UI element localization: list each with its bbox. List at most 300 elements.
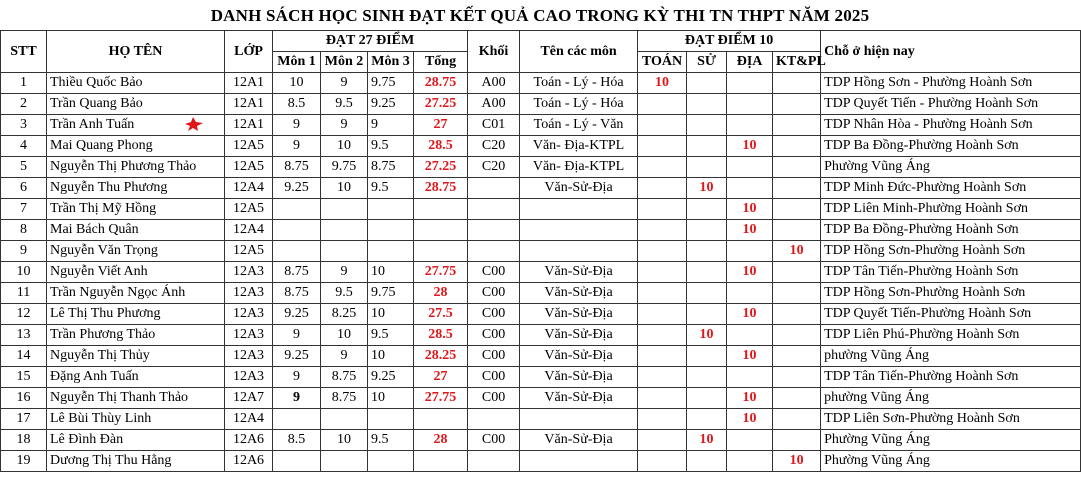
cell-address[interactable]: Phường Vũng Áng: [821, 451, 1081, 472]
header-ho-ten[interactable]: HỌ TÊN: [47, 31, 225, 73]
cell-dia[interactable]: [727, 283, 773, 304]
cell-ktpl[interactable]: [773, 283, 821, 304]
cell-mon2[interactable]: 9.75: [321, 157, 368, 178]
cell-name[interactable]: Mai Quang Phong: [47, 136, 225, 157]
cell-lop[interactable]: 12A3: [225, 262, 273, 283]
cell-toan[interactable]: [638, 430, 687, 451]
table-row[interactable]: [1, 241, 1081, 262]
cell-khoi[interactable]: C00: [468, 346, 520, 367]
cell-ktpl[interactable]: [773, 115, 821, 136]
header-group-27[interactable]: ĐẠT 27 ĐIỂM: [273, 31, 468, 52]
cell-lop[interactable]: 12A3: [225, 367, 273, 388]
header-mon1[interactable]: Môn 1: [273, 52, 321, 73]
cell-name[interactable]: Nguyễn Viết Anh: [47, 262, 225, 283]
cell-tong[interactable]: 27.25: [414, 94, 468, 115]
cell-stt[interactable]: 6: [1, 178, 47, 199]
cell-su[interactable]: [687, 241, 727, 262]
cell-ten-mon[interactable]: Văn-Sử-Địa: [520, 367, 638, 388]
table-row[interactable]: [1, 115, 1081, 136]
cell-tong[interactable]: [414, 451, 468, 472]
cell-mon1[interactable]: 9.25: [273, 346, 321, 367]
cell-su[interactable]: 10: [687, 325, 727, 346]
cell-name[interactable]: Đặng Anh Tuấn: [47, 367, 225, 388]
cell-stt[interactable]: 10: [1, 262, 47, 283]
cell-stt[interactable]: 18: [1, 430, 47, 451]
cell-khoi[interactable]: C01: [468, 115, 520, 136]
cell-ktpl[interactable]: [773, 94, 821, 115]
cell-su[interactable]: [687, 199, 727, 220]
header-group-10[interactable]: ĐẠT ĐIỂM 10: [638, 31, 821, 52]
cell-toan[interactable]: [638, 94, 687, 115]
cell-ten-mon[interactable]: [520, 241, 638, 262]
cell-lop[interactable]: 12A6: [225, 430, 273, 451]
cell-khoi[interactable]: C00: [468, 262, 520, 283]
cell-toan[interactable]: 10: [638, 73, 687, 94]
cell-mon1[interactable]: 8.75: [273, 283, 321, 304]
cell-stt[interactable]: 4: [1, 136, 47, 157]
table-row[interactable]: [1, 283, 1081, 304]
cell-ktpl[interactable]: 10: [773, 451, 821, 472]
cell-tong[interactable]: 27.5: [414, 304, 468, 325]
cell-mon1[interactable]: 9: [273, 136, 321, 157]
cell-ten-mon[interactable]: Văn-Sử-Địa: [520, 430, 638, 451]
cell-tong[interactable]: 27.25: [414, 157, 468, 178]
table-row[interactable]: [1, 73, 1081, 94]
cell-stt[interactable]: 15: [1, 367, 47, 388]
table-row[interactable]: [1, 220, 1081, 241]
cell-dia[interactable]: 10: [727, 346, 773, 367]
cell-mon2[interactable]: 8.75: [321, 367, 368, 388]
cell-name[interactable]: Trần Nguyễn Ngọc Ánh: [47, 283, 225, 304]
cell-mon3[interactable]: [368, 451, 414, 472]
cell-tong[interactable]: [414, 199, 468, 220]
cell-name[interactable]: Lê Bùi Thùy Linh: [47, 409, 225, 430]
cell-ten-mon[interactable]: Văn-Sử-Địa: [520, 325, 638, 346]
table-row[interactable]: [1, 430, 1081, 451]
cell-ten-mon[interactable]: Toán - Lý - Hóa: [520, 94, 638, 115]
cell-lop[interactable]: 12A1: [225, 94, 273, 115]
cell-mon2[interactable]: 10: [321, 136, 368, 157]
cell-toan[interactable]: [638, 304, 687, 325]
cell-mon2[interactable]: 9.5: [321, 94, 368, 115]
cell-mon1[interactable]: [273, 451, 321, 472]
cell-stt[interactable]: 1: [1, 73, 47, 94]
cell-khoi[interactable]: C20: [468, 136, 520, 157]
cell-address[interactable]: Phường Vũng Áng: [821, 430, 1081, 451]
cell-mon3[interactable]: 9.5: [368, 430, 414, 451]
cell-stt[interactable]: 8: [1, 220, 47, 241]
table-row[interactable]: [1, 409, 1081, 430]
cell-dia[interactable]: [727, 94, 773, 115]
cell-tong[interactable]: [414, 409, 468, 430]
cell-name[interactable]: Nguyễn Thu Phương: [47, 178, 225, 199]
cell-mon1[interactable]: 9.25: [273, 178, 321, 199]
cell-address[interactable]: TDP Liên Phú-Phường Hoành Sơn: [821, 325, 1081, 346]
cell-mon2[interactable]: 10: [321, 325, 368, 346]
cell-ktpl[interactable]: [773, 325, 821, 346]
cell-ktpl[interactable]: [773, 367, 821, 388]
cell-address[interactable]: Phường Vũng Áng: [821, 157, 1081, 178]
cell-ten-mon[interactable]: [520, 199, 638, 220]
cell-mon1[interactable]: 8.5: [273, 94, 321, 115]
cell-ten-mon[interactable]: Toán - Lý - Văn: [520, 115, 638, 136]
cell-dia[interactable]: 10: [727, 304, 773, 325]
cell-mon3[interactable]: 8.75: [368, 157, 414, 178]
cell-mon1[interactable]: 9: [273, 388, 321, 409]
cell-dia[interactable]: 10: [727, 199, 773, 220]
cell-khoi[interactable]: C00: [468, 430, 520, 451]
cell-mon2[interactable]: 10: [321, 430, 368, 451]
table-row[interactable]: [1, 388, 1081, 409]
cell-ten-mon[interactable]: [520, 220, 638, 241]
cell-mon2[interactable]: [321, 451, 368, 472]
cell-ktpl[interactable]: [773, 304, 821, 325]
cell-su[interactable]: [687, 220, 727, 241]
cell-toan[interactable]: [638, 388, 687, 409]
cell-ten-mon[interactable]: Văn-Sử-Địa: [520, 262, 638, 283]
cell-name[interactable]: Lê Đình Đàn: [47, 430, 225, 451]
cell-lop[interactable]: 12A3: [225, 304, 273, 325]
cell-tong[interactable]: 28.5: [414, 136, 468, 157]
cell-stt[interactable]: 5: [1, 157, 47, 178]
cell-name[interactable]: Trần Thị Mỹ Hồng: [47, 199, 225, 220]
cell-khoi[interactable]: C00: [468, 304, 520, 325]
cell-ten-mon[interactable]: [520, 409, 638, 430]
cell-dia[interactable]: [727, 73, 773, 94]
cell-mon1[interactable]: [273, 409, 321, 430]
cell-mon3[interactable]: 9.25: [368, 367, 414, 388]
cell-su[interactable]: [687, 94, 727, 115]
cell-su[interactable]: [687, 367, 727, 388]
header-tong[interactable]: Tổng: [414, 52, 468, 73]
cell-name[interactable]: Trần Anh Tuấn: [47, 115, 225, 136]
cell-dia[interactable]: [727, 325, 773, 346]
cell-mon2[interactable]: 9: [321, 346, 368, 367]
cell-mon3[interactable]: 9.25: [368, 94, 414, 115]
cell-su[interactable]: [687, 346, 727, 367]
cell-toan[interactable]: [638, 115, 687, 136]
cell-name[interactable]: Nguyễn Thị Thanh Thảo: [47, 388, 225, 409]
cell-tong[interactable]: [414, 241, 468, 262]
cell-lop[interactable]: 12A5: [225, 199, 273, 220]
cell-toan[interactable]: [638, 178, 687, 199]
cell-toan[interactable]: [638, 220, 687, 241]
cell-mon2[interactable]: 9: [321, 262, 368, 283]
cell-khoi[interactable]: [468, 178, 520, 199]
cell-stt[interactable]: 12: [1, 304, 47, 325]
cell-mon2[interactable]: 9: [321, 73, 368, 94]
cell-dia[interactable]: 10: [727, 262, 773, 283]
header-su[interactable]: SỬ: [687, 52, 727, 73]
cell-address[interactable]: phường Vũng Áng: [821, 346, 1081, 367]
cell-stt[interactable]: 14: [1, 346, 47, 367]
table-row[interactable]: [1, 451, 1081, 472]
cell-lop[interactable]: 12A7: [225, 388, 273, 409]
cell-toan[interactable]: [638, 241, 687, 262]
cell-address[interactable]: TDP Hồng Sơn - Phường Hoành Sơn: [821, 73, 1081, 94]
cell-su[interactable]: [687, 115, 727, 136]
cell-su[interactable]: [687, 73, 727, 94]
cell-ktpl[interactable]: [773, 409, 821, 430]
cell-tong[interactable]: 27.75: [414, 262, 468, 283]
cell-su[interactable]: [687, 304, 727, 325]
cell-ktpl[interactable]: [773, 73, 821, 94]
cell-ten-mon[interactable]: Văn- Địa-KTPL: [520, 136, 638, 157]
cell-mon3[interactable]: [368, 409, 414, 430]
cell-tong[interactable]: 28.75: [414, 73, 468, 94]
cell-mon3[interactable]: 10: [368, 262, 414, 283]
cell-stt[interactable]: 11: [1, 283, 47, 304]
cell-toan[interactable]: [638, 367, 687, 388]
table-row[interactable]: [1, 199, 1081, 220]
cell-ten-mon[interactable]: Văn-Sử-Địa: [520, 346, 638, 367]
cell-dia[interactable]: [727, 430, 773, 451]
cell-mon2[interactable]: 10: [321, 178, 368, 199]
table-row[interactable]: [1, 346, 1081, 367]
cell-mon3[interactable]: 9: [368, 115, 414, 136]
cell-mon1[interactable]: 10: [273, 73, 321, 94]
cell-tong[interactable]: 28: [414, 283, 468, 304]
cell-ktpl[interactable]: [773, 346, 821, 367]
table-row[interactable]: [1, 367, 1081, 388]
cell-ktpl[interactable]: 10: [773, 241, 821, 262]
cell-lop[interactable]: 12A3: [225, 346, 273, 367]
cell-khoi[interactable]: A00: [468, 73, 520, 94]
cell-address[interactable]: TDP Liên Sơn-Phường Hoành Sơn: [821, 409, 1081, 430]
cell-ktpl[interactable]: [773, 388, 821, 409]
cell-address[interactable]: TDP Ba Đồng-Phường Hoành Sơn: [821, 136, 1081, 157]
cell-dia[interactable]: [727, 178, 773, 199]
cell-ktpl[interactable]: [773, 178, 821, 199]
table-row[interactable]: [1, 157, 1081, 178]
cell-address[interactable]: TDP Hồng Sơn-Phường Hoành Sơn: [821, 283, 1081, 304]
cell-address[interactable]: phường Vũng Áng: [821, 388, 1081, 409]
cell-lop[interactable]: 12A6: [225, 451, 273, 472]
cell-ktpl[interactable]: [773, 199, 821, 220]
cell-mon1[interactable]: [273, 241, 321, 262]
cell-mon3[interactable]: [368, 220, 414, 241]
cell-ten-mon[interactable]: Văn- Địa-KTPL: [520, 157, 638, 178]
cell-toan[interactable]: [638, 409, 687, 430]
cell-name[interactable]: Nguyễn Văn Trọng: [47, 241, 225, 262]
table-row[interactable]: [1, 325, 1081, 346]
cell-mon2[interactable]: [321, 241, 368, 262]
cell-khoi[interactable]: [468, 199, 520, 220]
cell-mon1[interactable]: 9.25: [273, 304, 321, 325]
cell-mon1[interactable]: 9: [273, 115, 321, 136]
cell-stt[interactable]: 2: [1, 94, 47, 115]
cell-stt[interactable]: 13: [1, 325, 47, 346]
cell-name[interactable]: Nguyễn Thị Thủy: [47, 346, 225, 367]
cell-name[interactable]: Trần Phương Thảo: [47, 325, 225, 346]
cell-mon2[interactable]: 8.75: [321, 388, 368, 409]
cell-su[interactable]: 10: [687, 430, 727, 451]
cell-address[interactable]: TDP Quyết Tiến-Phường Hoành Sơn: [821, 304, 1081, 325]
cell-toan[interactable]: [638, 157, 687, 178]
cell-mon3[interactable]: 9.5: [368, 136, 414, 157]
cell-mon3[interactable]: [368, 241, 414, 262]
cell-mon2[interactable]: [321, 220, 368, 241]
header-ktpl[interactable]: KT&PL: [773, 52, 821, 73]
cell-dia[interactable]: [727, 241, 773, 262]
cell-mon3[interactable]: 9.75: [368, 73, 414, 94]
cell-address[interactable]: TDP Minh Đức-Phường Hoành Sơn: [821, 178, 1081, 199]
cell-su[interactable]: [687, 283, 727, 304]
cell-toan[interactable]: [638, 136, 687, 157]
cell-dia[interactable]: [727, 367, 773, 388]
cell-name[interactable]: Dương Thị Thu Hằng: [47, 451, 225, 472]
cell-lop[interactable]: 12A5: [225, 157, 273, 178]
cell-name[interactable]: Nguyễn Thị Phương Thảo: [47, 157, 225, 178]
cell-lop[interactable]: 12A3: [225, 325, 273, 346]
cell-address[interactable]: TDP Quyết Tiến - Phường Hoành Sơn: [821, 94, 1081, 115]
cell-ten-mon[interactable]: Văn-Sử-Địa: [520, 304, 638, 325]
cell-ten-mon[interactable]: Toán - Lý - Hóa: [520, 73, 638, 94]
cell-mon2[interactable]: 8.25: [321, 304, 368, 325]
table-row[interactable]: [1, 136, 1081, 157]
cell-lop[interactable]: 12A4: [225, 409, 273, 430]
header-ten-mon[interactable]: Tên các môn: [520, 31, 638, 73]
cell-lop[interactable]: 12A4: [225, 220, 273, 241]
table-row[interactable]: [1, 178, 1081, 199]
cell-mon1[interactable]: 8.5: [273, 430, 321, 451]
cell-tong[interactable]: 27: [414, 367, 468, 388]
cell-mon3[interactable]: [368, 199, 414, 220]
cell-dia[interactable]: [727, 115, 773, 136]
cell-su[interactable]: [687, 262, 727, 283]
cell-khoi[interactable]: C00: [468, 283, 520, 304]
cell-ten-mon[interactable]: Văn-Sử-Địa: [520, 388, 638, 409]
cell-khoi[interactable]: C20: [468, 157, 520, 178]
cell-tong[interactable]: 28: [414, 430, 468, 451]
cell-name[interactable]: Thiều Quốc Bảo: [47, 73, 225, 94]
cell-mon1[interactable]: [273, 199, 321, 220]
cell-su[interactable]: [687, 388, 727, 409]
cell-tong[interactable]: [414, 220, 468, 241]
cell-su[interactable]: [687, 451, 727, 472]
cell-toan[interactable]: [638, 325, 687, 346]
cell-ktpl[interactable]: [773, 262, 821, 283]
cell-address[interactable]: TDP Nhân Hòa - Phường Hoành Sơn: [821, 115, 1081, 136]
cell-mon3[interactable]: 9.5: [368, 325, 414, 346]
cell-lop[interactable]: 12A1: [225, 73, 273, 94]
cell-mon3[interactable]: 10: [368, 346, 414, 367]
cell-toan[interactable]: [638, 199, 687, 220]
cell-stt[interactable]: 9: [1, 241, 47, 262]
cell-ktpl[interactable]: [773, 430, 821, 451]
cell-khoi[interactable]: [468, 451, 520, 472]
header-cho-o[interactable]: Chỗ ở hiện nay: [821, 31, 1081, 73]
cell-name[interactable]: Lê Thị Thu Phương: [47, 304, 225, 325]
table-row[interactable]: [1, 94, 1081, 115]
cell-mon3[interactable]: 9.75: [368, 283, 414, 304]
cell-name[interactable]: Trần Quang Bảo: [47, 94, 225, 115]
cell-su[interactable]: [687, 136, 727, 157]
cell-stt[interactable]: 3: [1, 115, 47, 136]
cell-toan[interactable]: [638, 283, 687, 304]
cell-dia[interactable]: [727, 451, 773, 472]
cell-dia[interactable]: 10: [727, 388, 773, 409]
cell-khoi[interactable]: [468, 241, 520, 262]
cell-mon1[interactable]: 9: [273, 325, 321, 346]
cell-ktpl[interactable]: [773, 136, 821, 157]
header-mon3[interactable]: Môn 3: [368, 52, 414, 73]
cell-mon2[interactable]: [321, 409, 368, 430]
cell-khoi[interactable]: A00: [468, 94, 520, 115]
cell-lop[interactable]: 12A5: [225, 136, 273, 157]
cell-dia[interactable]: 10: [727, 136, 773, 157]
cell-stt[interactable]: 7: [1, 199, 47, 220]
cell-address[interactable]: TDP Tân Tiến-Phường Hoành Sơn: [821, 367, 1081, 388]
cell-su[interactable]: [687, 409, 727, 430]
cell-ten-mon[interactable]: Văn-Sử-Địa: [520, 283, 638, 304]
cell-mon3[interactable]: 10: [368, 304, 414, 325]
cell-su[interactable]: [687, 157, 727, 178]
cell-lop[interactable]: 12A3: [225, 283, 273, 304]
cell-toan[interactable]: [638, 262, 687, 283]
cell-mon2[interactable]: 9: [321, 115, 368, 136]
cell-ten-mon[interactable]: [520, 451, 638, 472]
cell-khoi[interactable]: C00: [468, 388, 520, 409]
cell-name[interactable]: Mai Bách Quân: [47, 220, 225, 241]
cell-mon1[interactable]: 9: [273, 367, 321, 388]
cell-toan[interactable]: [638, 346, 687, 367]
cell-stt[interactable]: 17: [1, 409, 47, 430]
cell-address[interactable]: TDP Tân Tiến-Phường Hoành Sơn: [821, 262, 1081, 283]
cell-mon1[interactable]: 8.75: [273, 157, 321, 178]
cell-tong[interactable]: 28.75: [414, 178, 468, 199]
cell-tong[interactable]: 28.5: [414, 325, 468, 346]
cell-toan[interactable]: [638, 451, 687, 472]
header-toan[interactable]: TOÁN: [638, 52, 687, 73]
cell-tong[interactable]: 28.25: [414, 346, 468, 367]
cell-khoi[interactable]: C00: [468, 325, 520, 346]
cell-address[interactable]: TDP Ba Đồng-Phường Hoành Sơn: [821, 220, 1081, 241]
cell-stt[interactable]: 19: [1, 451, 47, 472]
table-row[interactable]: [1, 262, 1081, 283]
table-row[interactable]: [1, 304, 1081, 325]
cell-mon1[interactable]: [273, 220, 321, 241]
cell-khoi[interactable]: [468, 409, 520, 430]
cell-tong[interactable]: 27: [414, 115, 468, 136]
cell-ten-mon[interactable]: Văn-Sử-Địa: [520, 178, 638, 199]
cell-dia[interactable]: 10: [727, 220, 773, 241]
cell-dia[interactable]: 10: [727, 409, 773, 430]
cell-lop[interactable]: 12A1: [225, 115, 273, 136]
cell-stt[interactable]: 16: [1, 388, 47, 409]
cell-khoi[interactable]: C00: [468, 367, 520, 388]
cell-ktpl[interactable]: [773, 157, 821, 178]
cell-su[interactable]: 10: [687, 178, 727, 199]
cell-khoi[interactable]: [468, 220, 520, 241]
cell-mon1[interactable]: 8.75: [273, 262, 321, 283]
header-mon2[interactable]: Môn 2: [321, 52, 368, 73]
cell-tong[interactable]: 27.75: [414, 388, 468, 409]
cell-lop[interactable]: 12A4: [225, 178, 273, 199]
cell-lop[interactable]: 12A5: [225, 241, 273, 262]
header-stt[interactable]: STT: [1, 31, 47, 73]
header-lop[interactable]: LỚP: [225, 31, 273, 73]
cell-mon2[interactable]: [321, 199, 368, 220]
cell-mon2[interactable]: 9.5: [321, 283, 368, 304]
cell-address[interactable]: TDP Hồng Sơn-Phường Hoành Sơn: [821, 241, 1081, 262]
header-khoi[interactable]: Khối: [468, 31, 520, 73]
cell-ktpl[interactable]: [773, 220, 821, 241]
cell-dia[interactable]: [727, 157, 773, 178]
cell-mon3[interactable]: 10: [368, 388, 414, 409]
cell-mon3[interactable]: 9.5: [368, 178, 414, 199]
header-dia[interactable]: ĐỊA: [727, 52, 773, 73]
